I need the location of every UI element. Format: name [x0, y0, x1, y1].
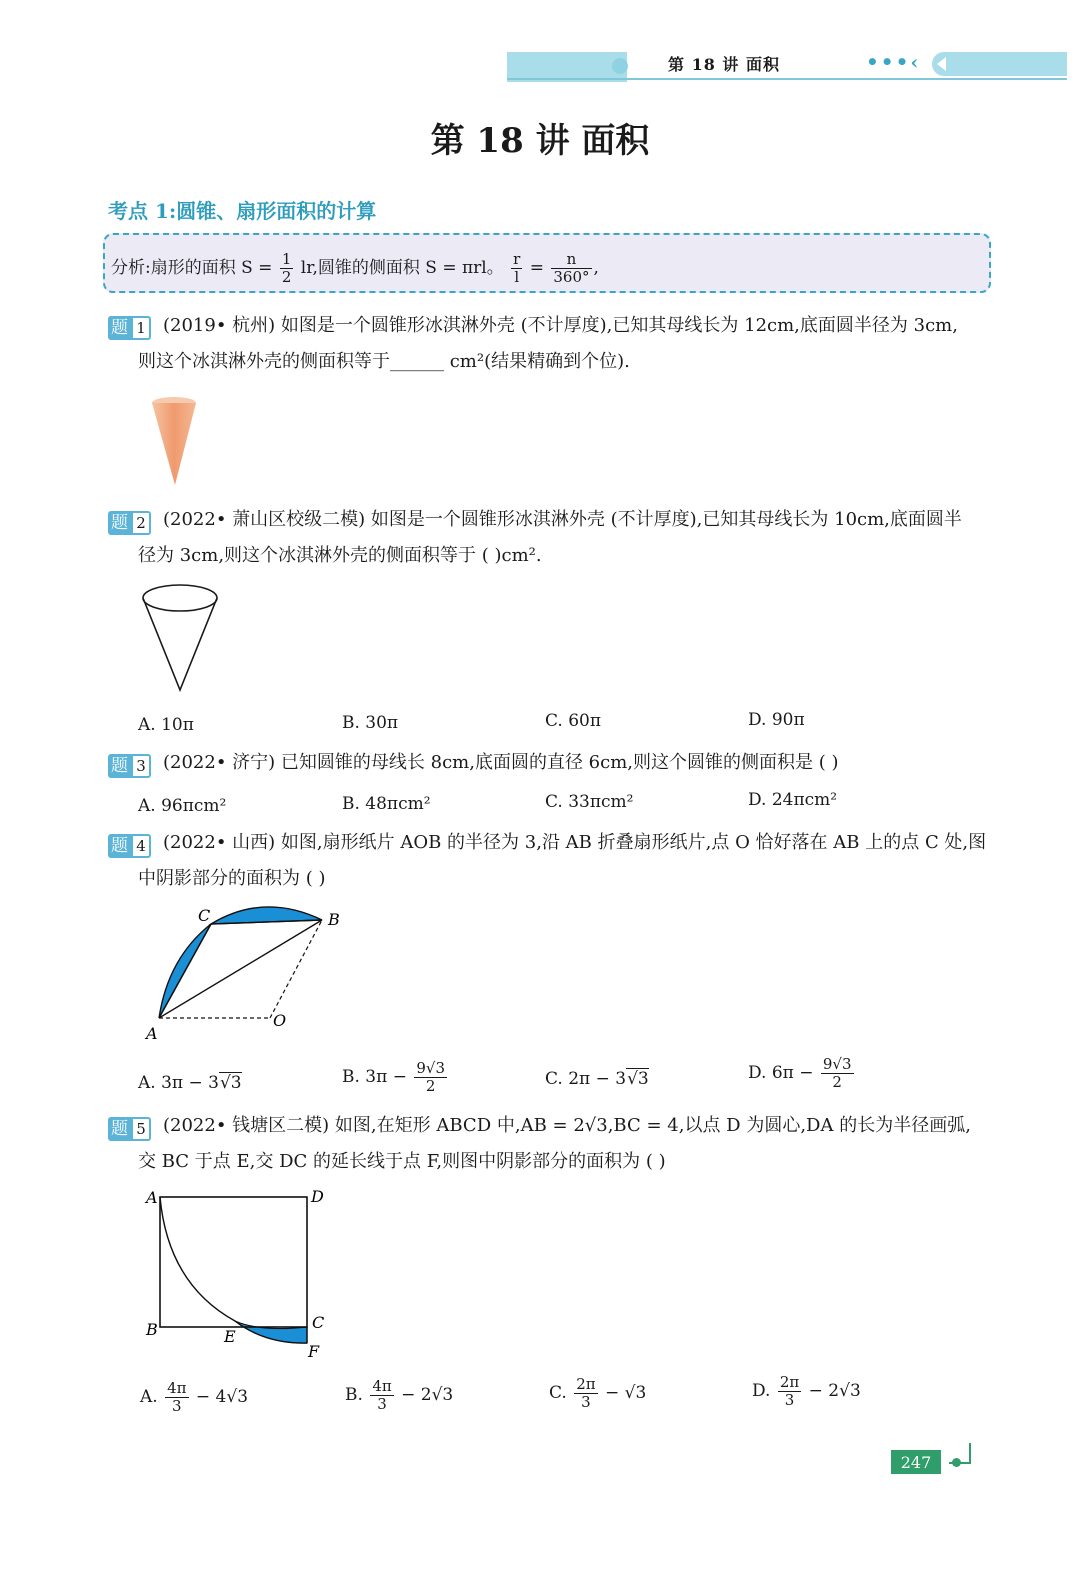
- question-tag-4: [108, 834, 151, 858]
- question-2-line1: (2022• 萧山区校级二模) 如图是一个圆锥形冰淇淋外壳 (不计厚度),已知其母线长为 10cm,底面圆半: [163, 509, 962, 530]
- option-text: A. 3π − 3: [138, 1073, 219, 1093]
- label-c: C: [312, 1313, 325, 1332]
- question-tag-number: 1: [131, 316, 151, 340]
- radicand: 3: [230, 1073, 242, 1093]
- frac-num: 9√3: [822, 1055, 852, 1073]
- analysis-box: [103, 233, 991, 293]
- q4-option-b[interactable]: [342, 1060, 449, 1095]
- cone-outline-figure: [138, 580, 224, 695]
- frac-den: 2: [281, 268, 292, 286]
- q3-option-b[interactable]: B. 48πcm²: [342, 794, 431, 814]
- question-tag-label: 题: [108, 834, 131, 858]
- question-tag-label: 题: [108, 316, 131, 340]
- arc-af: [160, 1197, 307, 1343]
- ice-cream-cone-figure: [148, 395, 200, 487]
- kaodian-heading: 考点 1:圆锥、扇形面积的计算: [108, 199, 377, 223]
- frac-num: 1: [281, 250, 292, 268]
- page-number: 247: [891, 1450, 941, 1474]
- option-text: B. 3π −: [342, 1067, 413, 1087]
- q4-option-c[interactable]: C. 2π − 3√3: [545, 1069, 649, 1089]
- option-tail: − 2√3: [803, 1381, 861, 1401]
- fraction-n-360: [551, 251, 591, 286]
- label-d: D: [311, 1187, 324, 1206]
- question-5-line2: 交 BC 于点 E,交 DC 的延长线于点 F,则图中阴影部分的面积为 ( ): [138, 1151, 666, 1172]
- segment-ob-dashed: [270, 920, 322, 1018]
- question-5-line1: (2022• 钱塘区二模) 如图,在矩形 ABCD 中,AB = 2√3,BC = 4,以点 D 为圆心,DA 的长为半径画弧,: [163, 1115, 971, 1136]
- q3-option-d[interactable]: D. 24πcm²: [748, 790, 838, 810]
- frac-den: 3: [377, 1395, 387, 1413]
- q3-option-a[interactable]: A. 96πcm²: [138, 796, 227, 816]
- sector-fold-figure: [140, 900, 360, 1045]
- frac-den: l: [514, 268, 520, 286]
- cone-base-ellipse: [143, 585, 217, 611]
- question-tag-number: 4: [131, 834, 151, 858]
- q4-option-d[interactable]: [748, 1056, 856, 1091]
- question-tag-2: [108, 511, 151, 535]
- question-tag-number: 5: [131, 1117, 151, 1141]
- label-c: C: [198, 906, 211, 925]
- header-title: 第 18 讲 面积: [668, 55, 780, 74]
- question-tag-label: 题: [108, 1117, 131, 1141]
- q5-option-b[interactable]: [345, 1378, 453, 1413]
- frac-num: r: [513, 250, 521, 268]
- question-tag-number: 3: [131, 754, 151, 778]
- frac-num: 9√3: [416, 1059, 445, 1077]
- question-4-line1: (2022• 山西) 如图,扇形纸片 AOB 的半径为 3,沿 AB 折叠扇形纸片,点 O 恰好落在 AB 上的点 C 处,图: [163, 832, 987, 853]
- option-tail: − 4√3: [190, 1387, 249, 1407]
- question-tag-number: 2: [131, 511, 151, 535]
- frac-den: 3: [172, 1397, 182, 1415]
- segment-ac: [159, 924, 211, 1018]
- question-1-line1: (2019• 杭州) 如图是一个圆锥形冰淇淋外壳 (不计厚度),已知其母线长为 12cm,底面圆半径为 3cm,: [163, 315, 958, 336]
- question-tag-1: [108, 316, 151, 340]
- rectangle-arc-figure: [140, 1184, 340, 1364]
- option-letter: C.: [549, 1383, 567, 1403]
- q5-option-c[interactable]: [549, 1376, 646, 1411]
- frac-num: 4π: [167, 1379, 187, 1397]
- q4-option-a[interactable]: A. 3π − 3√3: [138, 1073, 242, 1093]
- label-o: O: [273, 1011, 287, 1030]
- q5-option-a[interactable]: [140, 1380, 248, 1415]
- page-number-dot-icon: [952, 1458, 961, 1467]
- q2-option-c[interactable]: C. 60π: [545, 711, 602, 731]
- q3-option-c[interactable]: C. 33πcm²: [545, 792, 634, 812]
- label-f: F: [308, 1342, 320, 1361]
- option-letter: D.: [752, 1381, 771, 1401]
- header-dot: [612, 58, 628, 74]
- frac-den: 2: [832, 1073, 842, 1091]
- option-text: D. 6π −: [748, 1063, 819, 1083]
- header-rule: [507, 78, 1067, 80]
- chapter-title: 第 18 讲 面积: [430, 121, 650, 161]
- question-2-line2: 径为 3cm,则这个冰淇淋外壳的侧面积等于 ( )cm².: [138, 545, 542, 566]
- fraction-r-l: [511, 251, 522, 286]
- question-tag-5: [108, 1117, 151, 1141]
- label-b: B: [328, 910, 340, 929]
- label-b: B: [146, 1320, 158, 1339]
- q2-option-b[interactable]: B. 30π: [342, 713, 399, 733]
- analysis-prefix: 分析:扇形的面积 S =: [111, 258, 278, 278]
- question-tag-label: 题: [108, 511, 131, 535]
- page-number-decor: [969, 1443, 971, 1463]
- header-dots: •••‹: [866, 50, 921, 74]
- frac-den: 360°: [553, 268, 590, 286]
- option-tail: − √3: [599, 1383, 647, 1403]
- q2-option-a[interactable]: A. 10π: [138, 715, 194, 735]
- q2-option-d[interactable]: D. 90π: [748, 710, 805, 730]
- question-tag-label: 题: [108, 754, 131, 778]
- analysis-eq: =: [524, 258, 550, 278]
- frac-num: 4π: [372, 1377, 392, 1395]
- cone-body: [152, 403, 196, 485]
- label-a: A: [146, 1024, 158, 1043]
- option-tail: − 2√3: [395, 1385, 454, 1405]
- frac-den: 3: [784, 1391, 795, 1409]
- question-tag-3: [108, 754, 151, 778]
- question-3-line1: (2022• 济宁) 已知圆锥的母线长 8cm,底面圆的直径 6cm,则这个圆锥的侧面积是 ( ): [163, 752, 839, 773]
- radicand: 3: [637, 1069, 649, 1089]
- frac-num: 2π: [576, 1375, 596, 1393]
- rectangle-abcd: [160, 1197, 307, 1327]
- frac-num: 2π: [779, 1373, 800, 1391]
- question-1-line2: 则这个冰淇淋外壳的侧面积等于______ cm²(结果精确到个位).: [138, 351, 630, 372]
- label-a: A: [146, 1188, 158, 1207]
- frac-num: n: [551, 251, 591, 269]
- analysis-suffix: ,: [593, 258, 599, 278]
- analysis-mid: lr,圆锥的侧面积 S = πrl。: [295, 258, 510, 278]
- arrow-icon: [937, 57, 946, 71]
- analysis-formula: [111, 251, 599, 286]
- frac-den: 2: [425, 1077, 436, 1095]
- option-text: C. 2π − 3: [545, 1069, 627, 1089]
- label-e: E: [224, 1327, 236, 1346]
- shaded-region: [235, 1321, 307, 1343]
- option-letter: B.: [345, 1385, 363, 1405]
- q5-option-d[interactable]: [752, 1374, 861, 1409]
- fraction-half: [280, 251, 294, 286]
- frac-den: 3: [581, 1393, 591, 1411]
- header-right-bar: [932, 52, 1067, 76]
- option-letter: A.: [140, 1387, 158, 1407]
- question-4-line2: 中阴影部分的面积为 ( ): [138, 868, 326, 889]
